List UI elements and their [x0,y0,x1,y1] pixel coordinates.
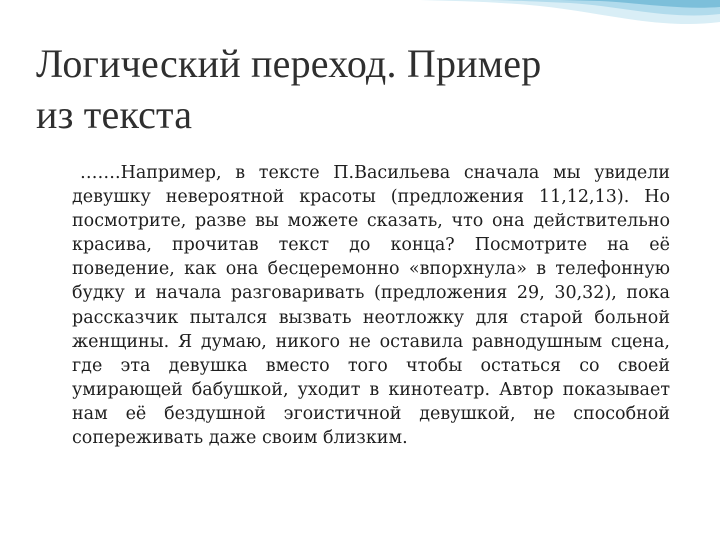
body-paragraph: …….Например, в тексте П.Васильева сначала мы увидели девушку невероятной красоты (предложения 11,12,13). Но посмотрите, разве вы можете сказать, что она действительно красива, прочитав текст до конца? Посмотрите на её поведение, как она бесцеремонно «впорхнула» в телефонную будку и начала разговаривать (предложения 29, 30,32), пока рассказчик пытался вызвать неотложку для старой больной женщины. Я думаю, никого не оставила равнодушным сцена, где эта девушка вместо того чтобы остаться со своей умирающей бабушкой, уходит в кинотеатр. Автор показывает нам её бездушной эгоистичной девушкой, не способной сопереживать даже своим близким. [72,163,670,449]
page-title [36,38,696,140]
title-line-2: из текста [36,92,193,137]
title-line-1: Логический переход. Пример [36,41,542,86]
